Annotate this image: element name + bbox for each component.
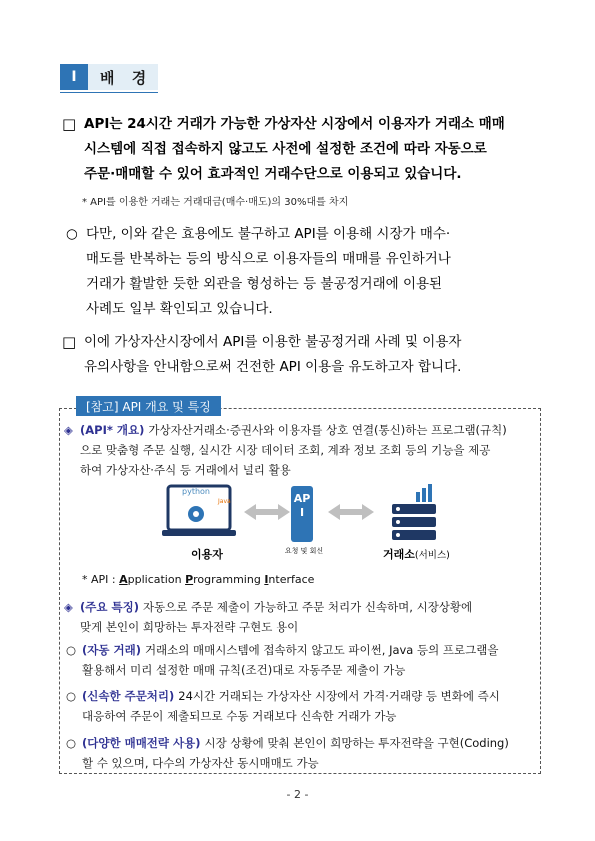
square-bullet-icon: □ bbox=[62, 115, 77, 133]
exchange-label-text: 거래소 bbox=[383, 548, 415, 561]
ref-sub-auto-trading-title: (자동 거래) bbox=[82, 643, 141, 657]
api-note-i: I bbox=[264, 573, 269, 586]
ref-sub-fast-order-line-2: 대응하여 주문이 제출되므로 수동 거래보다 신속한 거래가 가능 bbox=[82, 709, 397, 723]
paragraph-1-line-2: 시스템에 직접 접속하지 않고도 사전에 설정한 조건에 따라 자동으로 bbox=[84, 141, 487, 157]
python-logo-text: python bbox=[182, 487, 210, 496]
diamond-bullet-icon: ◈ bbox=[64, 423, 73, 437]
circle-bullet-icon: ○ bbox=[66, 689, 77, 703]
circle-bullet-icon: ○ bbox=[66, 643, 77, 657]
ref-item-overview-line-3: 하여 가상자산·주식 등 거래에서 널리 활용 bbox=[80, 463, 291, 477]
server-icon bbox=[392, 484, 436, 540]
section-heading bbox=[60, 64, 158, 90]
ref-sub-fast-order-title: (신속한 주문처리) bbox=[82, 689, 175, 703]
paragraph-2-line-4: 사례도 일부 확인되고 있습니다. bbox=[86, 301, 273, 317]
ref-item-overview-line-2: 으로 맞춤형 주문 실행, 실시간 시장 데이터 조회, 계좌 정보 조회 등의 기능을 제공 bbox=[80, 443, 491, 457]
paragraph-3-line-1: 이에 가상자산시장에서 API를 이용한 불공정거래 사례 및 이용자 bbox=[84, 334, 462, 350]
paragraph-1-line-1: API는 24시간 거래가 가능한 가상자산 시장에서 이용자가 거래소 매매 bbox=[84, 116, 505, 132]
ref-sub-strategies-line-2: 할 수 있으며, 다수의 가상자산 동시매매도 가능 bbox=[82, 756, 319, 770]
user-label: 이용자 bbox=[191, 548, 223, 561]
section-title: 배 경 bbox=[100, 68, 153, 87]
paragraph-2 bbox=[66, 222, 542, 322]
ref-item-overview bbox=[64, 420, 536, 480]
ref-item-overview-title: (API* 개요) bbox=[80, 423, 145, 437]
paragraph-1-line-3: 주문·매매할 수 있어 효과적인 거래수단으로 이용되고 있습니다. bbox=[84, 166, 462, 182]
square-bullet-icon: □ bbox=[62, 333, 77, 351]
api-note-a: A bbox=[119, 573, 128, 586]
exchange-sub-label: (서비스) bbox=[414, 550, 450, 561]
exchange-label bbox=[383, 546, 450, 562]
api-note-prefix: * API : bbox=[82, 573, 120, 586]
paragraph-2-line-2: 매도를 반복하는 등의 방식으로 이용자들의 매매를 유인하거나 bbox=[86, 251, 451, 267]
ref-item-features-line-2: 맞게 본인이 희망하는 투자전략 구현도 용이 bbox=[80, 620, 299, 634]
java-logo-text: Java bbox=[218, 498, 231, 505]
api-pillar-label: API bbox=[293, 492, 311, 519]
ref-sub-fast-order-line-1: 24시간 거래되는 가상자산 시장에서 가격·거래량 등 변화에 즉시 bbox=[178, 689, 500, 703]
paragraph-1 bbox=[62, 112, 542, 187]
paragraph-3-line-2: 유의사항을 안내함으로써 건전한 API 이용을 유도하고자 합니다. bbox=[84, 359, 462, 375]
circle-bullet-icon: ○ bbox=[66, 736, 77, 750]
ref-item-features bbox=[64, 597, 536, 637]
section-number: Ⅰ bbox=[60, 64, 88, 90]
diamond-bullet-icon: ◈ bbox=[64, 600, 73, 614]
api-note-interface: nterface bbox=[268, 573, 315, 586]
paragraph-2-line-1: 다만, 이와 같은 효용에도 불구하고 API를 이용해 시장가 매수· bbox=[86, 226, 451, 242]
ref-sub-strategies-line-1: 시장 상황에 맞춰 본인이 희망하는 투자전략을 구현(Coding) bbox=[204, 736, 509, 750]
page-number: - 2 - bbox=[286, 788, 309, 801]
reference-tag: [참고] API 개요 및 특징 bbox=[76, 396, 221, 416]
ref-sub-auto-trading-line-2: 활용해서 미리 설정한 매매 규칙(조건)대로 자동주문 제출이 가능 bbox=[82, 663, 406, 677]
api-request-label: 요청 및 회신 bbox=[284, 547, 324, 555]
api-note-programming: rogramming bbox=[193, 573, 265, 586]
ref-item-features-title: (주요 특징) bbox=[80, 600, 139, 614]
footnote-api-share: * API를 이용한 거래는 거래대금(매수·매도)의 30%대를 차지 bbox=[82, 197, 349, 208]
circle-bullet-icon: ○ bbox=[66, 226, 78, 242]
paragraph-2-line-3: 거래가 활발한 듯한 외관을 형성하는 등 불공정거래에 이용된 bbox=[86, 276, 443, 292]
ref-sub-fast-order bbox=[66, 686, 536, 726]
api-note-application: pplication bbox=[127, 573, 186, 586]
api-note-p: P bbox=[185, 573, 194, 586]
ref-sub-auto-trading-line-1: 거래소의 매매시스템에 접속하지 않고도 파이썬, Java 등의 프로그램을 bbox=[144, 643, 499, 657]
double-arrow-icon bbox=[244, 504, 290, 520]
paragraph-3 bbox=[62, 330, 542, 380]
ref-sub-strategies-title: (다양한 매매전략 사용) bbox=[82, 736, 201, 750]
api-abbreviation-note bbox=[82, 570, 314, 590]
double-arrow-icon bbox=[328, 504, 374, 520]
ref-item-features-line-1: 자동으로 주문 제출이 가능하고 주문 처리가 신속하며, 시장상황에 bbox=[142, 600, 473, 614]
ref-sub-strategies bbox=[66, 733, 536, 773]
ref-item-overview-line-1: 가상자산거래소·증권사와 이용자를 상호 연결(통신)하는 프로그램(규칙) bbox=[148, 423, 507, 437]
ref-sub-auto-trading bbox=[66, 640, 536, 680]
section-underline bbox=[60, 92, 158, 93]
